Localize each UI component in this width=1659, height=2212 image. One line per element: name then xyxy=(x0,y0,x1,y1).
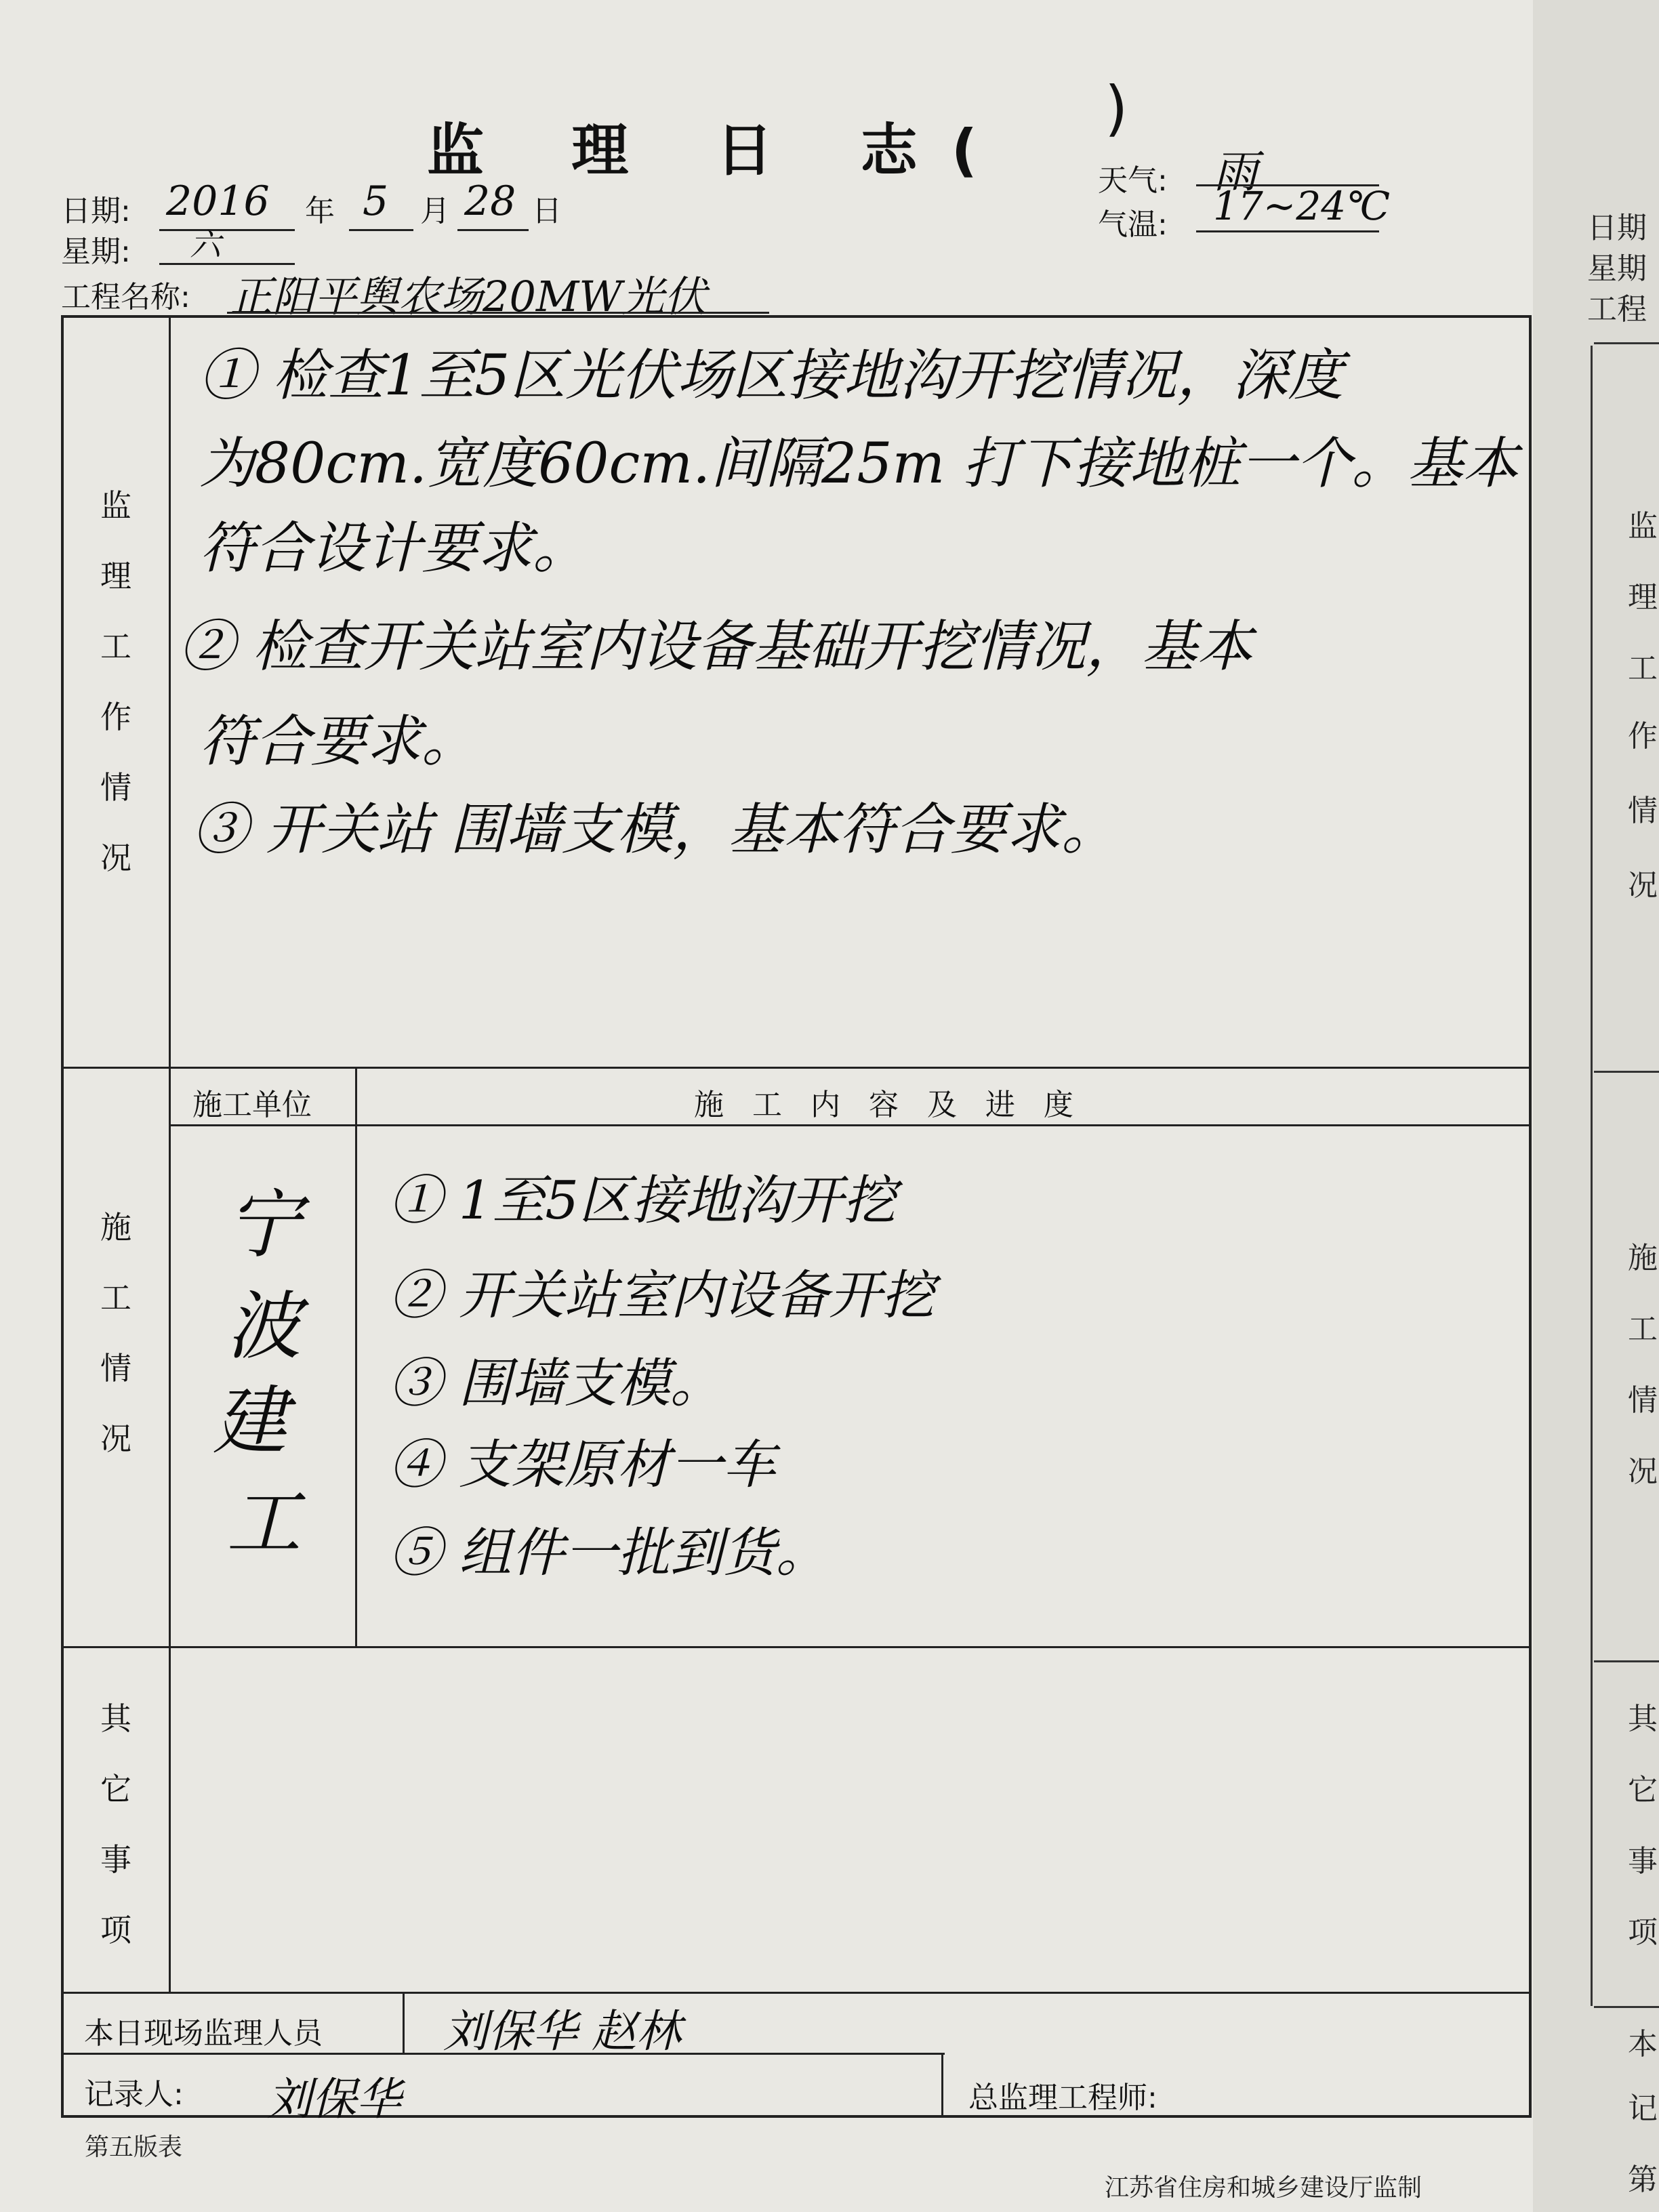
date-label: 日期: xyxy=(61,194,131,228)
temperature-value: 17~24℃ xyxy=(1213,183,1391,229)
np-fragment: 项 xyxy=(1628,1915,1658,1950)
np-fragment: 工程 xyxy=(1587,292,1647,327)
supervision-line: ③ 开关站 围墙支模，基本符合要求。 xyxy=(192,798,1118,862)
np-fragment: 情 xyxy=(1628,1383,1658,1418)
onsite-staff-label: 本日现场监理人员 xyxy=(84,2016,323,2051)
construction-unit-char: 宁 xyxy=(226,1181,301,1268)
other-section-label xyxy=(92,1683,140,1965)
construction-item: ④ 支架原材一车 xyxy=(389,1435,776,1496)
onsite-staff-signature: 刘保华 赵林 xyxy=(443,2005,681,2057)
np-fragment: 理 xyxy=(1628,580,1658,615)
page-title xyxy=(427,105,1011,187)
chief-engineer-label: 总监理工程师: xyxy=(968,2081,1158,2115)
supervision-section-label xyxy=(92,470,140,893)
construction-label-char: 情 xyxy=(100,1350,131,1387)
other-label-char: 事 xyxy=(100,1841,131,1878)
month-underline xyxy=(349,229,413,231)
np-fragment: 况 xyxy=(1628,868,1658,903)
construction-header-rule xyxy=(169,1124,1532,1126)
np-fragment: 第 xyxy=(1628,2163,1658,2197)
year-underline xyxy=(159,229,295,231)
construction-content-header: 施 工 内 容 及 进 度 xyxy=(694,1088,1083,1122)
supervision-label-char: 情 xyxy=(100,769,131,806)
np-border xyxy=(1591,346,1593,2006)
np-fragment: 日期 xyxy=(1587,211,1647,245)
project-underline xyxy=(227,312,769,314)
adjacent-page-edge xyxy=(1533,0,1659,2212)
supervision-label-char: 监 xyxy=(100,487,131,524)
other-label-char: 它 xyxy=(100,1771,131,1807)
np-fragment: 它 xyxy=(1628,1773,1658,1807)
other-label-char: 项 xyxy=(100,1912,131,1948)
construction-label-char: 施 xyxy=(100,1209,131,1246)
supervision-label-char: 理 xyxy=(100,558,131,594)
title-paren-open: ( xyxy=(951,117,1012,184)
recorder-signature: 刘保华 xyxy=(267,2073,401,2125)
supervision-line: 符合设计要求。 xyxy=(199,516,588,581)
issuer-mark: 江苏省住房和城乡建设厅监制 xyxy=(1105,2174,1422,2202)
construction-item: ① 1至5区接地沟开挖 xyxy=(389,1170,897,1231)
log-table xyxy=(61,315,1532,2125)
np-fragment: 星期 xyxy=(1587,251,1647,286)
weather-value: 雨 xyxy=(1213,146,1258,198)
title-paren-close: ) xyxy=(1105,73,1128,143)
supervision-label-char: 工 xyxy=(100,628,131,665)
supervision-line: ① 检查1至5区光伏场区接地沟开挖情况，深度 xyxy=(199,344,1344,408)
np-rule xyxy=(1594,2006,1659,2008)
construction-bottom-rule xyxy=(64,1646,1532,1648)
recorder-label: 记录人: xyxy=(84,2077,184,2112)
supervision-bottom-rule xyxy=(64,1067,1532,1069)
day-underline xyxy=(457,229,529,231)
np-fragment: 其 xyxy=(1628,1702,1658,1736)
construction-unit-char: 波 xyxy=(226,1283,301,1370)
np-rule xyxy=(1594,1071,1659,1073)
supervision-line: 为80cm.宽度60cm.间隔25m 打下接地桩一个。基本 xyxy=(199,432,1519,496)
year-value: 2016 xyxy=(166,178,270,225)
day-unit: 日 xyxy=(532,194,562,228)
construction-item: ② 开关站室内设备开挖 xyxy=(389,1265,935,1326)
year-unit: 年 xyxy=(305,194,335,228)
np-rule xyxy=(1594,1660,1659,1662)
label-column-divider xyxy=(169,318,171,1992)
weekday-value: 六 xyxy=(190,226,221,263)
form-edition: 第五版表 xyxy=(85,2133,183,2161)
np-fragment: 事 xyxy=(1628,1844,1658,1879)
supervision-line: 符合要求。 xyxy=(199,710,477,774)
construction-item: ⑤ 组件一批到货。 xyxy=(389,1523,829,1584)
np-fragment: 监 xyxy=(1628,509,1658,544)
project-value: 正阳平舆农场20MW光伏 xyxy=(230,272,707,321)
construction-section-label xyxy=(92,1192,140,1474)
np-fragment: 情 xyxy=(1628,794,1658,828)
np-fragment: 作 xyxy=(1628,719,1658,754)
month-unit: 月 xyxy=(420,194,450,228)
np-fragment: 工 xyxy=(1628,651,1658,686)
chief-divider xyxy=(941,2053,943,2118)
construction-item: ③ 围墙支模。 xyxy=(389,1353,723,1414)
np-fragment: 施 xyxy=(1628,1241,1658,1275)
construction-label-char: 况 xyxy=(100,1420,131,1457)
np-fragment: 况 xyxy=(1628,1454,1658,1489)
supervision-label-char: 作 xyxy=(100,699,131,735)
construction-label-char: 工 xyxy=(100,1279,131,1316)
temperature-underline xyxy=(1196,230,1379,232)
project-label: 工程名称: xyxy=(61,280,190,314)
day-value: 28 xyxy=(464,178,516,225)
np-rule xyxy=(1594,342,1659,344)
np-fragment: 本 xyxy=(1628,2027,1658,2062)
other-label-char: 其 xyxy=(100,1700,131,1737)
title-text: 监 理 日 志 xyxy=(427,117,951,184)
supervision-line: ② 检查开关站室内设备基础开挖情况，基本 xyxy=(179,615,1253,679)
supervision-label-char: 况 xyxy=(100,840,131,876)
np-fragment: 记 xyxy=(1628,2091,1658,2126)
temperature-label: 气温: xyxy=(1098,207,1168,242)
unit-column-divider xyxy=(355,1067,357,1646)
np-fragment: 工 xyxy=(1628,1312,1658,1347)
construction-unit-char: 建 xyxy=(213,1378,287,1465)
month-value: 5 xyxy=(363,178,389,225)
weekday-label: 星期: xyxy=(61,234,131,269)
other-bottom-rule xyxy=(64,1992,1532,1994)
staff-label-divider xyxy=(403,1992,405,2053)
weather-label: 天气: xyxy=(1098,163,1168,198)
construction-unit-char: 工 xyxy=(226,1479,301,1566)
construction-unit-header: 施工单位 xyxy=(192,1088,312,1122)
